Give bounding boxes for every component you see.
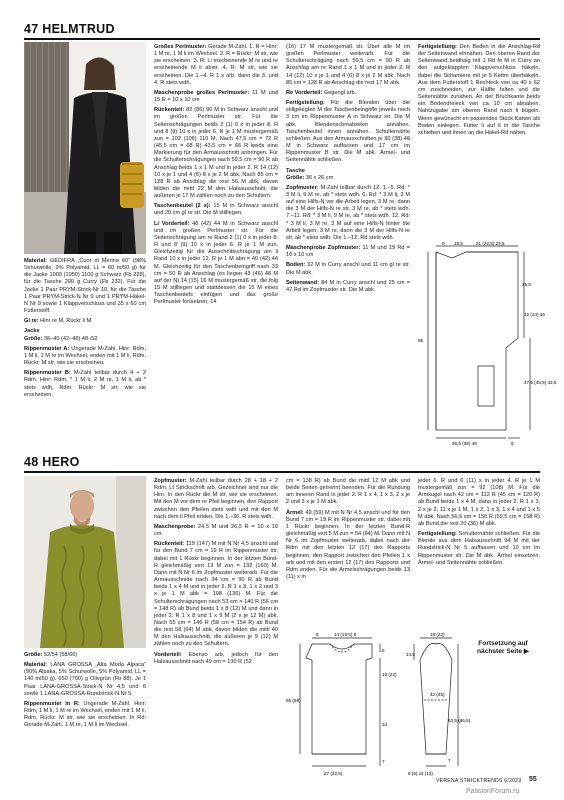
dim-h-lower: 47,5 (45,5) 43,5 [524,380,557,385]
hero-zopfmuster: Zopfmuster: M-Zahl teilbar durch 28 + 18 + 2 Rdm. Lt Strickschrift arb. Gezeichnet sind nur die Hinr. In den Rückr die M str, wie sie erscheinen. Mit den M vor dem re Pfeil beginnen, den Rapport zwischen den Pfeilen stets wdh und mit den M nach dem li Pfeil enden. Die 1.–36. R stets wdh. [154,478,278,520]
hero-dim-neck: 6 [382,648,385,653]
hero-rueckenteil: Rückenteil: 119 (147) M mit N Nr 4,5 anschl und für den Bund 7 cm = 19 R im Rippenmuster str, dabei mit 1 Rückr beginnen. In der letzten Bund-R gleichmäßig vert 13 M zun = 132 (160) M. Dann mit N Nr 6 im Zopfmuster weiterarb. Für die Armausschnitte nach 34 cm = 90 R ab Bund beids 1 x 4 M und in jeder 2. R 1 x 3, 1 x 2 und 3 x je 1 M abk = 108 (136) M. Für die Schulterschrägungen nach 53 cm = 140 R (56 cm = 148 R) ab Bund beids 1 x 8 (12) M und dann in jeder 2. R 1 x 8 und 1 x 9 M (2 x je 12 M) abk. Nach 55 cm = 146 R (58 cm = 154 R) ab Bund die rest 58 (64) M abk, davon bilden die mittl 40 M den Halsausschnitt, die äußeren je 9 (12) M zählen noch zu den Schultern. [154,541,278,648]
sleeve-dim-bottom: 8 (6) 11 (13) [408,771,433,776]
sleeve-dim-top: 19 (22) [430,632,445,637]
helmtrud-rippenmuster-a: Rippenmuster A: Ungerade M-Zahl. Hinr: Rdm, 1 M li, 1 M re im Wechsel, enden mit 1 M li, Rdm. Rückr: M str, wie sie erscheinen. [24,345,147,367]
helmtrud-jacke-heading: Jacke [24,328,40,335]
next-page-line-1: Fortsetzung auf [478,640,528,647]
helmtrud-column-3 [286,44,410,448]
dim-h-total: 85 [418,338,424,343]
sleeve-dim-cap: 14,5 [406,652,415,657]
helmtrud-perlmuster: Großes Perlmuster: Gerade M-Zahl. 1. R = Hinr: 1 M re, 1 M li im Wechsel. 2. R = Rückr: M str, wie sie erscheinen. 3. R: Li erscheinende M re und re erscheinende M li abstr. 4. R: M str, wie sie erscheinen. Die 1.–4. R 1 x arb, dann die 3. und 4. R stets wdh. [154,44,278,86]
next-page-note [466,640,540,656]
hero-dim-lower: 34 [382,722,388,727]
dim-shoulder: 25,5 [522,282,531,287]
helmtrud-column-1 [24,258,146,448]
helmtrud-tasche-fertigstellung: Fertigstellung: Den Boden in die Anschlag-Rd der Seitenwand einnähen. Den oberen Rand der Seitenwand beidhäig mit 1 Rd fe M in Curry an den aufgeklappten Klappverschluss häkeln, dabei die Scharniere mit je 5 Kettm überhäkeln. Aus dem Futterstoff 1 Rechteck von ca 40 x 62 cm zuschneiden, zur Hälfte falten und die Seitennähte zunähen. An der Bruchkante beids ein Bodendreieck von ca 10 cm abnähen. Nahtzugabe am oberen Rand nach li bügeln. Wenn gewünscht en passendes Stück Karton als Boden einlegen. Futter li auf li in die Tasche schieben und innen an die Häkel-Rd nähen. [418,44,540,136]
helmtrud-zopfmuster: Zopfmuster: M-Zahl teilbar durch 12. 1.–5. Rd: * 3 M li, 9 M re, ab * stets wdh. 6. Rd: * 3 M li, 3 M auf eine Hilfs-N vor die Arbeit legen, 3 M re, dann die 3 M der Hilfs-N re str, 3 M re, ab * stets wdh. 7.–11. Rd: * 3 M li, 9 M re, ab * stets wdh. 12. Rd: * 3 M li, 3 M re, 3 M auf eine Hilfs-N hinter die Arbeit legen, 3 M re, dann die 3 M der Hilfs-N re str, ab * stets wdh. Die 1.–12. Rd stets wdh. [286,184,410,241]
helmtrud-boden: Boden: 32 M in Curry anschl und 11 cm gl re str. Die M abk. [286,262,410,276]
hero-dim-arm: 19 (22) [382,672,397,677]
photo-hero [24,476,146,648]
hero-column-3 [286,478,410,608]
dim-top-left: 9 [442,241,445,246]
hero-column-4 [418,478,540,628]
section-title-hero: 48 HERO [24,455,80,469]
section-title-helmtrud: 47 HELMTRUD [24,22,115,36]
helmtrud-fertigstellung: Fertigstellung: Für die Blenden über die stillgelegten M der Taschenbeingriffe jeweils noch 3 cm im Rippenmuster A in Schwarz str. Die M abk. Blendenschmalseiten annähen. Taschenbeutel innen annähen. Schulternähte schließen. Aus den Armausschnitten je 30 (38) 46 M in Schwarz auffassen und 17 cm im Rippenmuster B str. Die M abk. Ärmel- und Seitennähte schließen. [286,100,410,164]
helmtrud-rueckenteil: Rückenteil: 82 (86) 90 M in Schwarz anschl und im großen Perlmuster str. Für die Seitenschrägungen beids 2 (1) 0 x in jeder 8. R und 8 (9) 10 x in jeder 6. R je 1 M mustergemäß zun = 102 (106) 110 M. Nach 47,5 cm = 72 R (45,5 cm = 68 R) 43,5 cm = 66 R beids eine Markierung für den Armausschnitt anbringen. Für die Schulterschrägungen nach 59,5 cm = 90 R ab Anschlag beids 1 x 1 M und in jeder 2. R 14 (12) 10 x je 1 und 4 (6) 8 x je 2 M abk. Nach 85 cm = 128 R ab Anschlag die rest 56 M abk, davon bilden die mittl 22 M den Halsausschnitt, die äußeren je 17 M zählen noch zu den Schultern. [154,107,278,200]
dim-bottom-right: 9 [511,441,514,446]
hero-rippenmuster: Rippenmuster in R: Ungerade M-Zahl. Hinr: Rdm, 1 M li, 1 M re im Wechsel, enden mit 1 M li, Rdm. Rückr: M str, wie sie erscheinen. In Rd: Gerade M-Zahl. 1 M re, 1 M li im Wechsel. [24,700,147,729]
hero-groesse: Größe: 52/54 (58/60) [24,652,78,658]
hero-dim-top-a: 8 [316,632,319,637]
helmtrud-glre: Gl re: Hinr re M, Rückr li M. [24,318,93,325]
helmtrud-maschenprobe-zopf: Maschenprobe Zopfmuster: 11 M und 19 Rd = 10 x 10 cm [286,245,410,259]
helmtrud-column-2 [154,44,278,448]
hero-maschenprobe: Maschenprobe: 24,5 M und 26,5 R = 10 x 10 cm. [154,523,278,538]
watermark: PassionForum.ru [466,788,520,795]
dim-bottom-left: 36,5 (38) 40 [452,441,477,446]
helmtrud-tasche-groesse: Größe: 36 x 26 cm [286,174,334,181]
hero-sleeve-schematic [406,630,471,778]
dim-top-right: 21 (22,5) 24,5 [476,241,505,246]
hero-aermel: Ärmel: 49 (59) M mit N Nr 4,5 anschl und für den Bund 7 cm = 19 R im Rippenmuster str, dabei mit 1 Rückr beginnen. In der letzten Bund-R gleichmäßig vert 5 M zun = 54 (64) M. Dann mit N Nr 6 im Zopfmuster weiterarb, dabei nach der Rdm mit den letzten 12 (17) des Rapports beginnen, den Rapport zwischen den Pfeilen 1 x arb und mit den ersten 12 (17) des Rapports und Rdm enden. Für die Armelschrägungen beids 13 (11) x in [286,509,410,581]
section-rule-hero [24,471,540,473]
hero-col3-cont: cm = 138 R) ab Bund die mittl 12 M abk und beide Seiten getrennt beenden. Für die Rundung am inneren Rand in jeder 2. R 1 x 4, 1 x 3, 2 x je 2 und 3 x je 1 M abk. [286,478,410,506]
sleeve-dim-total: 63,5 (66,5) [448,718,471,723]
helmtrud-column-4 [418,44,540,194]
helmtrud-groesse: Größe: 36–40 (42–46) 48–52 [24,335,98,342]
next-page-line-2: nächster Seite ▶ [477,648,529,655]
photo-helmtrud [24,42,146,254]
helmtrud-col3-cont: (16) 17 M mustergemäß str. Über alle M im großen Perlmuster weiterarb. Für die Schulterschrägung nach 59,5 cm = 90 R ab Anschlag am re Rand 1 x 1 M und in jeder 2. R 14 (12) 10 x je 1 und 4 (6) 8 x je 2 M abk. Nach 85 cm = 128 R ab Anschlag die rest 17 M abk. [286,44,410,86]
helmtrud-maschenprobe: Maschenprobe großes Perlmuster: 11 M und 15 R = 10 x 10 cm [154,89,278,104]
helmtrud-schematic [418,238,557,446]
hero-dim-top-b: 14 (19,5) 8 [334,632,357,637]
helmtrud-tasche-heading: Tasche [286,167,305,174]
dim-top-mid: 15,5 [454,241,463,246]
dim-h-mid: 12 (14) 16 [524,312,545,317]
hero-column-1 [24,652,146,782]
hero-vorderteil: Vorderteil: Ebenso arb, jedoch für den Halsausschnitt nach 49 cm = 130 R (52 [154,651,278,665]
hero-dim-band: 7 [382,759,385,764]
hero-fertigstellung: Fertigstellung: Schulternähte schließen. Für die Blende aus dem Halsausschnitt 94 M mit der Rundstrick-N Nr 5 auffassen und 10 cm im Rippenmuster str. Die M abk. Ärmel einsetzen. Ärmel- und Seitennähte schließen. [418,531,540,566]
hero-dim-total: 56 (58) [286,698,301,703]
hero-dim-bottom: 27 (32,5) [324,771,343,776]
hero-column-2 [154,478,278,778]
helmtrud-li-vorderteil: Li Vorderteil: 40 (42) 44 M in Schwarz anschl und im großen Perlmuster str. Für die Seitenschrägung am re Rand 2 (1) 0 x in jeder 8. R und 8 (9) 10 x in jeder 6. R je 1 M zun. Gleichzeitig für die Ausschnittschrägung am li Rand 10 x in jeder 12. R je 1 M abn = 40 (42) 44 M. Gleichzeitig für den Taschenbeingriff nach 33 cm = 50 R ab Anschlag (es liegen 43 (46) 48 M auf der N) 14 (15) 16 M mustergemäß str, die folg 15 M stilllegen und stattdessen die 15 M eines Taschenbeutels einfügen und das große Perlmuster fortsetzen, 14 [154,220,278,306]
sleeve-dim-mid: 42 (45) [430,692,445,697]
helmtrud-re-vorderteil: Re Vorderteil: Gegengl arb. [286,89,357,96]
helmtrud-taschenbeutel: Taschenbeutel (2 x): 15 M in Schwarz anschl und 20 cm gl re str. Die M stilllegen. [154,203,279,217]
footer-magazine: VERENA STRICKTRENDS 6/2023 [436,778,522,784]
page-number: 55 [529,776,537,783]
sleeve-dim-band: 7 [448,758,451,763]
section-rule-helmtrud [24,38,540,40]
hero-body-schematic [286,630,406,778]
hero-material: Material: LANA GROSSA „Alta Moda Alpaca“ (90% Alpaka, 5% Schurwolle, 5% Polyamid, LL = 140 m/50 g). 650 (700) g Olivgrün (Fb 88). Je 1 Paar LANA-GROSSA-Strick-N Nr 4,5 und 6 sowie 1 LANA-GROSSA-Rundstrick-N Nr 5. [24,662,146,697]
helmtrud-rippenmuster-b: Rippenmuster B: M-Zahl teilbar durch 4 + 2 Rdm. Hinr: Rdm, * 1 M li, 2 M re, 1 M li, ab * stets wdh, Rdm. Rückr: M str, wie sie erscheinen. [24,370,146,398]
helmtrud-seitenwand: Seitenwand: 84 M in Curry anschl und 25 cm = 47 Rd im Zopfmuster str. Die M abk. [286,279,410,293]
helmtrud-material: Material: GEDIFRA „Cuor di Merino 60“ (98% Schurwolle, 2% Polyamid, LL = 60 m/50 g) für die Jacke 1000 (1050) 1100 g Schwarz (Fb 228), für die Tasche 200 g Curry (Fb 232). Für die Jacke 1 Paar PRYM-Strick-Nr 10, für die Tasche 1 Paar PRYM-Strick-N Nr 9 und 1 PRYM-Häkel-N Nr 9 sowie 1 Klappverschluss und 35 x 60 cm Futterstoff. [24,258,146,315]
hero-col4-cont: jeder 6. R und 6 (11) x in jeder 4. R je 1 M mustergemäß zun = 92 (108) M. Für die Armkugel nach 42 cm = 112 R (45 cm = 120 R) ab Bund beids 1 x 4 M, dann in jeder 2. R 1 x 3, 2 x je 2, 11 x je 1 M, 1 x 2, 1 x 3, 1 x 4 und 1 x 5 M abk. Nach 56,5 cm = 150 R (59,5 cm = 158 R) ab Bund die rest 20 (36) M abk. [418,478,540,527]
